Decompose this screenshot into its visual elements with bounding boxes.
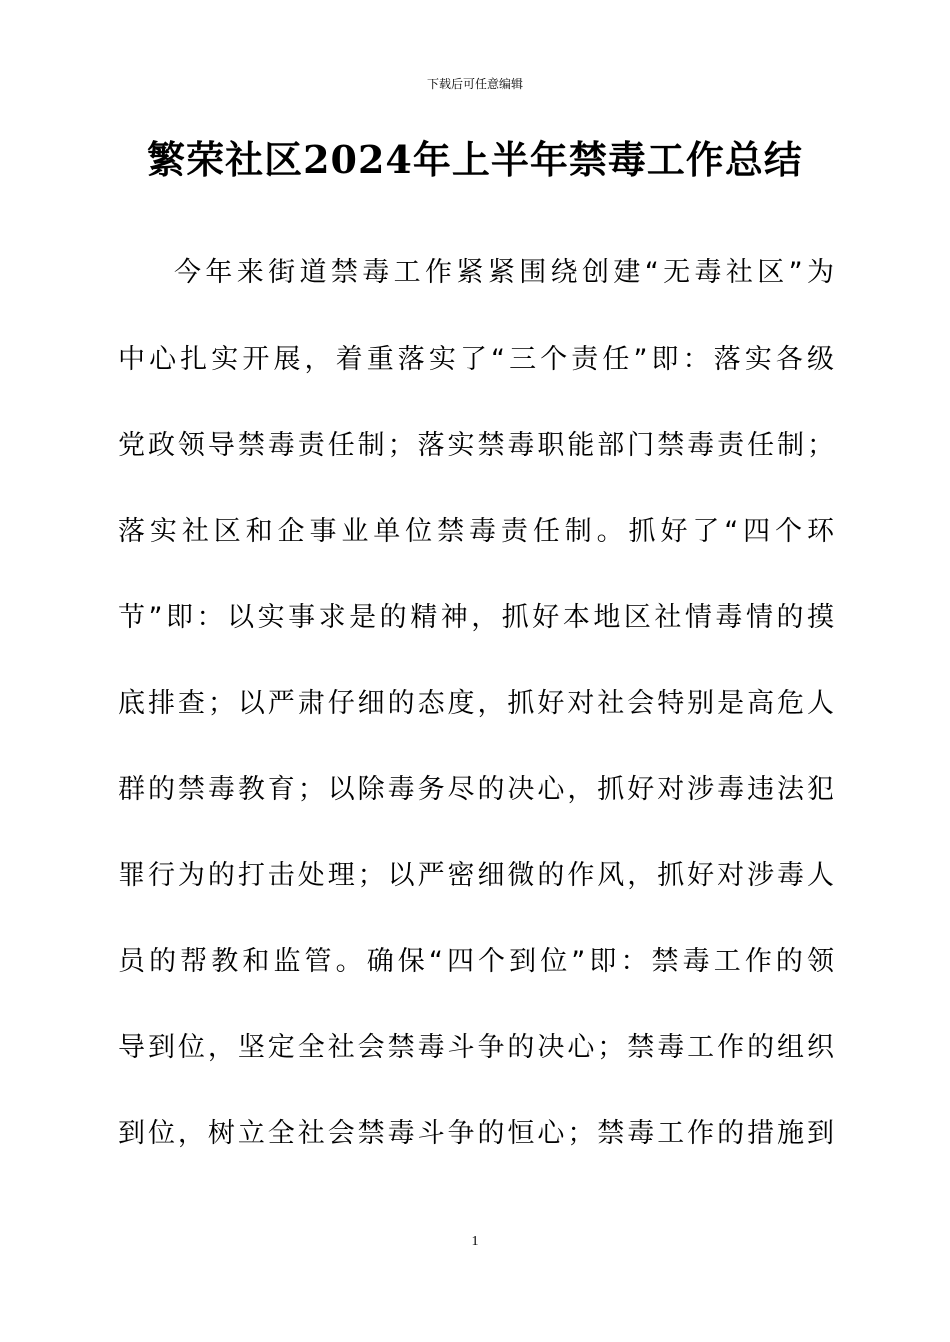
- body-line: 节”即：以实事求是的精神，抓好本地区社情毒情的摸: [118, 602, 834, 633]
- body-line: 党政领导禁毒责任制；落实禁毒职能部门禁毒责任制；: [118, 430, 834, 461]
- body-line: 罪行为的打击处理；以严密细微的作风，抓好对涉毒人: [118, 860, 834, 891]
- document-title: 繁荣社区2024年上半年禁毒工作总结: [147, 137, 803, 182]
- body-line: 底排查；以严肃仔细的态度，抓好对社会特别是高危人: [118, 688, 834, 719]
- body-line: 今年来街道禁毒工作紧紧围绕创建“无毒社区”为: [174, 257, 834, 288]
- body-line: 落实社区和企事业单位禁毒责任制。抓好了“四个环: [118, 516, 834, 547]
- body-line: 到位，树立全社会禁毒斗争的恒心；禁毒工作的措施到: [118, 1118, 834, 1149]
- page-number: 1: [471, 1234, 479, 1249]
- header-note: 下载后可任意编辑: [426, 77, 523, 91]
- body-line: 导到位，坚定全社会禁毒斗争的决心；禁毒工作的组织: [118, 1032, 834, 1063]
- body-line: 群的禁毒教育；以除毒务尽的决心，抓好对涉毒违法犯: [118, 774, 834, 805]
- body-line: 中心扎实开展，着重落实了“三个责任”即：落实各级: [118, 344, 834, 375]
- body-line: 员的帮教和监管。确保“四个到位”即：禁毒工作的领: [118, 946, 834, 977]
